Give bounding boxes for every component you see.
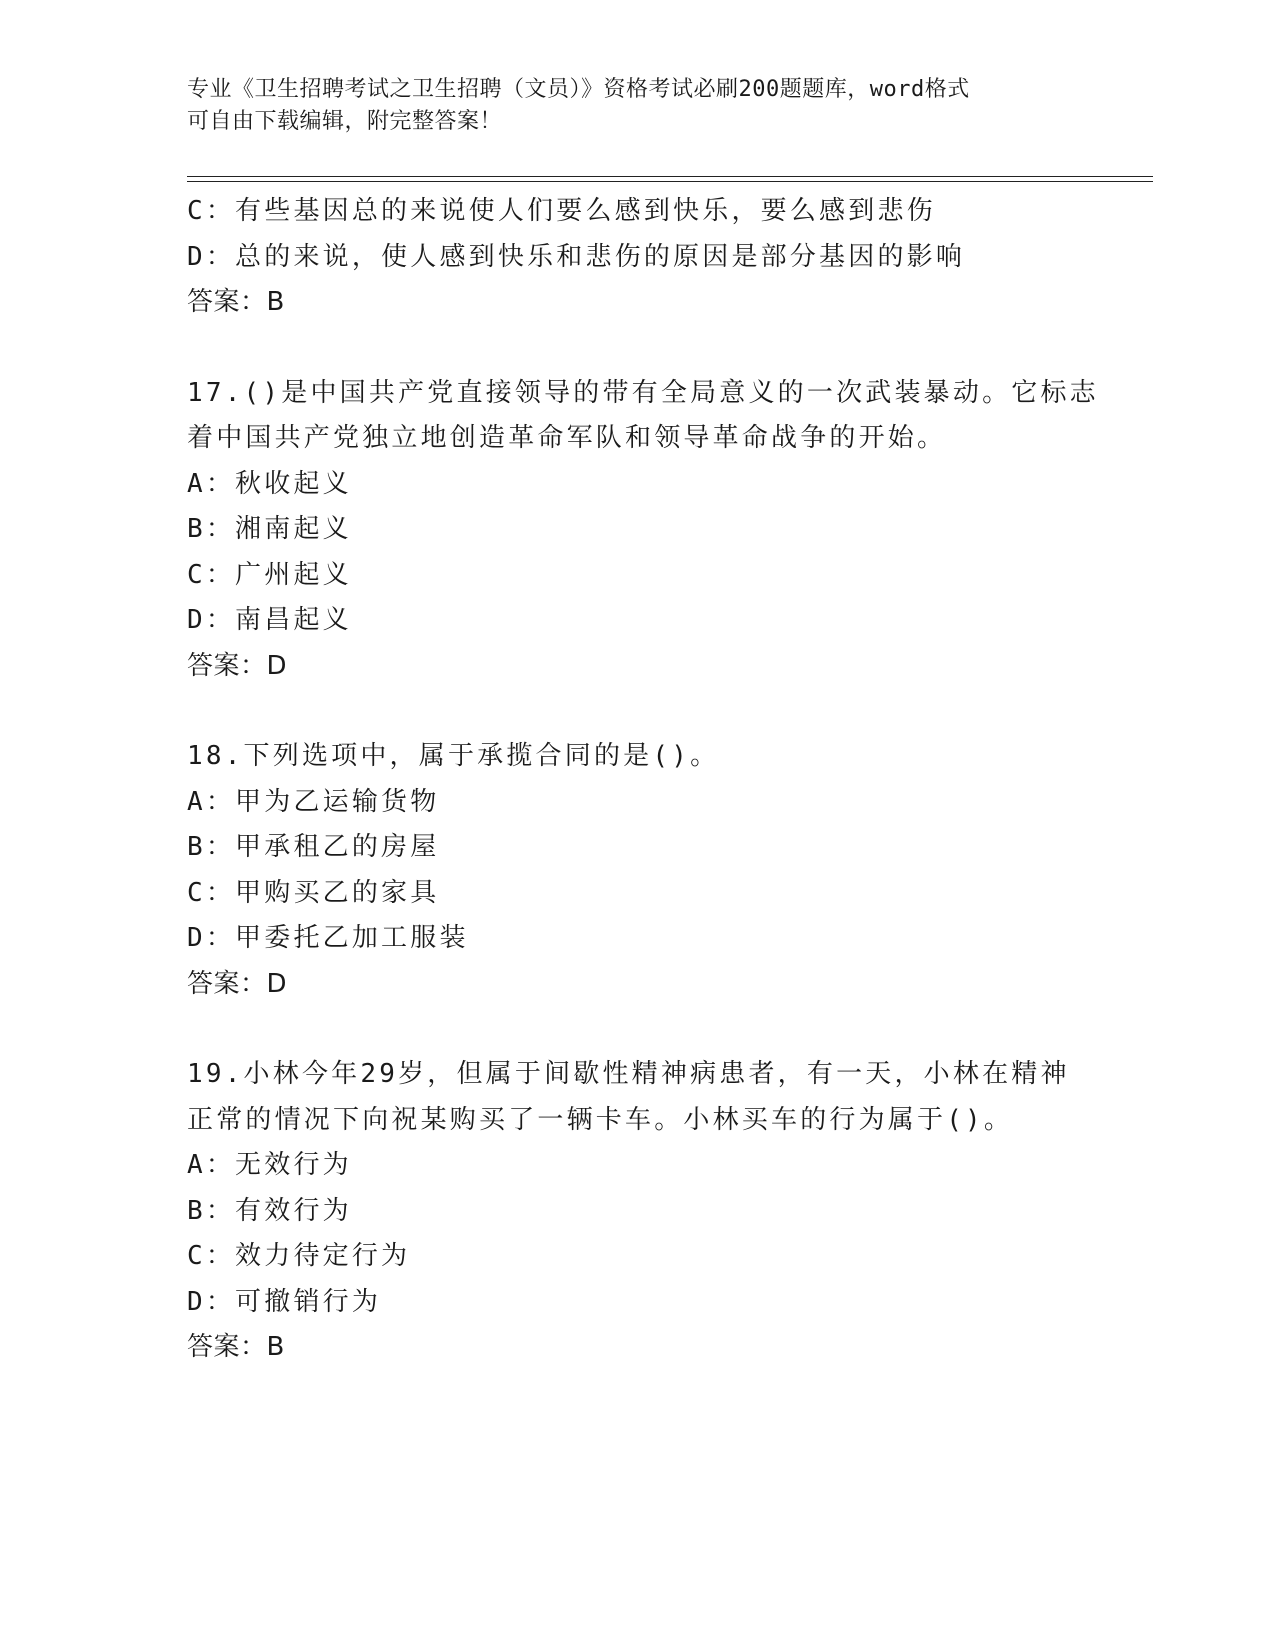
document-header [187, 74, 1087, 138]
option-a: A：甲为乙运输货物 [187, 786, 440, 817]
option-c: C：效力待定行为 [187, 1241, 411, 1271]
header-title-line-2: 可自由下载编辑，附完整答案！ [187, 109, 503, 134]
spacer [187, 1007, 1127, 1052]
option-a: A：秋收起义 [187, 468, 352, 499]
question-stem: 正常的情况下向祝某购买了一辆卡车。小林买车的行为属于()。 [187, 1104, 1014, 1135]
option-d: D：南昌起义 [187, 605, 352, 635]
question-stem: 19.小林今年29岁，但属于间歇性精神病患者，有一天，小林在精神 [187, 1059, 1070, 1089]
spacer [187, 689, 1127, 734]
answer-line: 答案：B [187, 287, 285, 317]
question-stem: 17.()是中国共产党直接领导的带有全局意义的一次武装暴动。它标志 [187, 377, 1099, 408]
option-a: A：无效行为 [187, 1150, 352, 1180]
header-title-line-1: 专业《卫生招聘考试之卫生招聘（文员）》资格考试必刷200题题库，word格式 [187, 77, 970, 102]
question-18 [187, 734, 1127, 1007]
answer-line: 答案：B [187, 1332, 285, 1362]
option-c: C：甲购买乙的家具 [187, 877, 440, 908]
answer-line: 答案：D [187, 650, 288, 681]
question-19 [187, 1052, 1127, 1371]
header-divider-top [187, 176, 1153, 177]
option-d: D：总的来说，使人感到快乐和悲伤的原因是部分基因的影响 [187, 241, 966, 272]
option-b: B：有效行为 [187, 1195, 352, 1226]
header-divider-bottom [187, 181, 1153, 182]
option-c: C：有些基因总的来说使人们要么感到快乐，要么感到悲伤 [187, 196, 936, 226]
option-c: C：广州起义 [187, 559, 352, 590]
option-b: B：甲承租乙的房屋 [187, 832, 440, 862]
previous-question-tail [187, 189, 1127, 326]
option-d: D：甲委托乙加工服装 [187, 923, 469, 953]
answer-line: 答案：D [187, 968, 288, 999]
spacer [187, 326, 1127, 371]
question-stem: 着中国共产党独立地创造革命军队和领导革命战争的开始。 [187, 423, 947, 453]
question-list [187, 189, 1127, 1371]
option-b: B：湘南起义 [187, 514, 352, 544]
question-stem: 18.下列选项中，属于承揽合同的是()。 [187, 741, 720, 771]
option-d: D：可撤销行为 [187, 1286, 382, 1317]
question-17 [187, 371, 1127, 690]
